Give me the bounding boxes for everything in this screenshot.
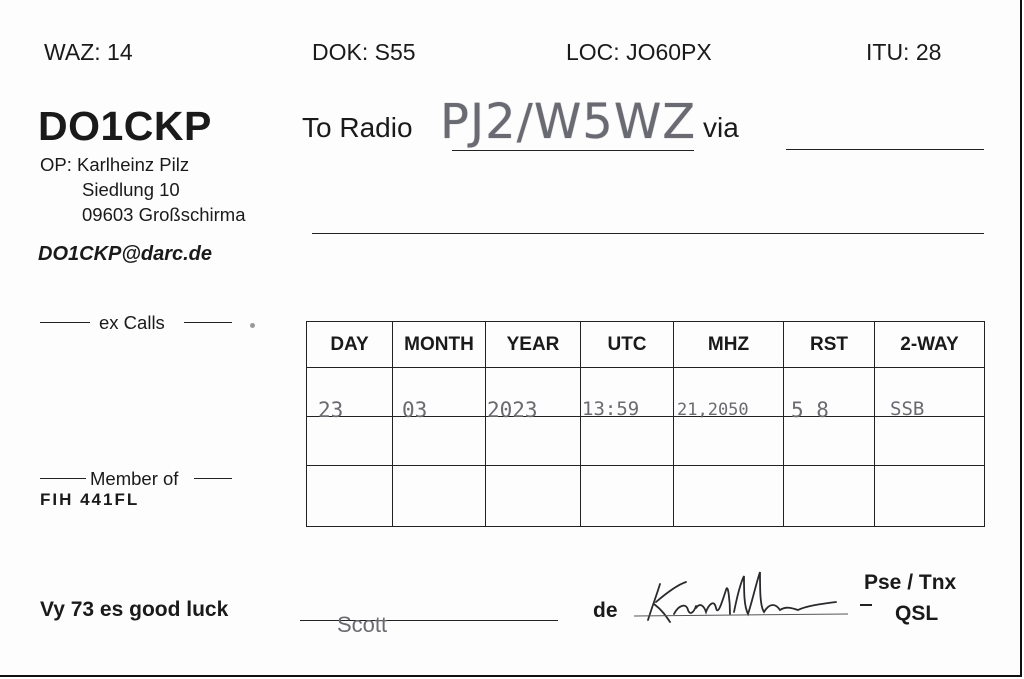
col-day: DAY	[307, 322, 393, 368]
qso-rst: 5 8	[791, 398, 829, 422]
member-rule-left	[40, 478, 86, 479]
station-city: 09603 Großschirma	[82, 204, 246, 225]
qso-utc: 13:59	[582, 398, 640, 420]
ex-calls-label: ex Calls	[99, 312, 165, 333]
ex-calls-rule-right	[184, 322, 232, 323]
col-month: MONTH	[393, 322, 486, 368]
itu-zone: ITU: 28	[866, 39, 942, 65]
ex-calls-rule-left	[40, 322, 90, 323]
col-year: YEAR	[486, 322, 581, 368]
station-street: Siedlung 10	[82, 179, 180, 200]
paper-speck	[250, 323, 255, 328]
recipient-underline	[452, 150, 694, 151]
waz-zone: WAZ: 14	[44, 39, 133, 65]
col-rst: RST	[784, 322, 875, 368]
via-underline	[786, 149, 984, 150]
member-value: FIH 441FL	[40, 490, 140, 509]
col-mhz: MHZ	[674, 322, 784, 368]
qso-empty-row	[307, 465, 985, 526]
dok-code: DOK: S55	[312, 39, 416, 65]
recipient-name: Scott	[337, 612, 388, 637]
recipient-callsign-stamp: PJ2/W5WZ	[440, 94, 697, 150]
pse-tnx-mark	[860, 604, 872, 606]
station-email: DO1CKP@darc.de	[38, 243, 212, 265]
qso-day: 23	[318, 398, 344, 422]
qso-month: 03	[402, 398, 428, 422]
qso-mode: SSB	[890, 398, 925, 420]
member-of-label: Member of	[90, 468, 179, 489]
via-label: via	[703, 112, 739, 143]
pse-tnx-label: Pse / Tnx	[864, 571, 957, 594]
locator: LOC: JO60PX	[566, 39, 712, 65]
col-utc: UTC	[581, 322, 674, 368]
qso-table	[306, 321, 985, 527]
signature	[630, 562, 850, 632]
col-2way: 2-WAY	[875, 322, 985, 368]
qsl-label: QSL	[895, 602, 939, 625]
qso-year: 2023	[487, 398, 538, 422]
qso-mhz: 21,2050	[677, 400, 749, 420]
member-rule-right	[194, 478, 232, 479]
closing-text: Vy 73 es good luck	[40, 598, 229, 621]
operator-name: OP: Karlheinz Pilz	[40, 154, 190, 175]
de-label: de	[593, 599, 618, 622]
to-radio-label: To Radio	[302, 112, 413, 143]
address-line	[312, 233, 984, 234]
qso-header-row	[307, 322, 985, 368]
station-callsign: DO1CKP	[38, 103, 212, 149]
